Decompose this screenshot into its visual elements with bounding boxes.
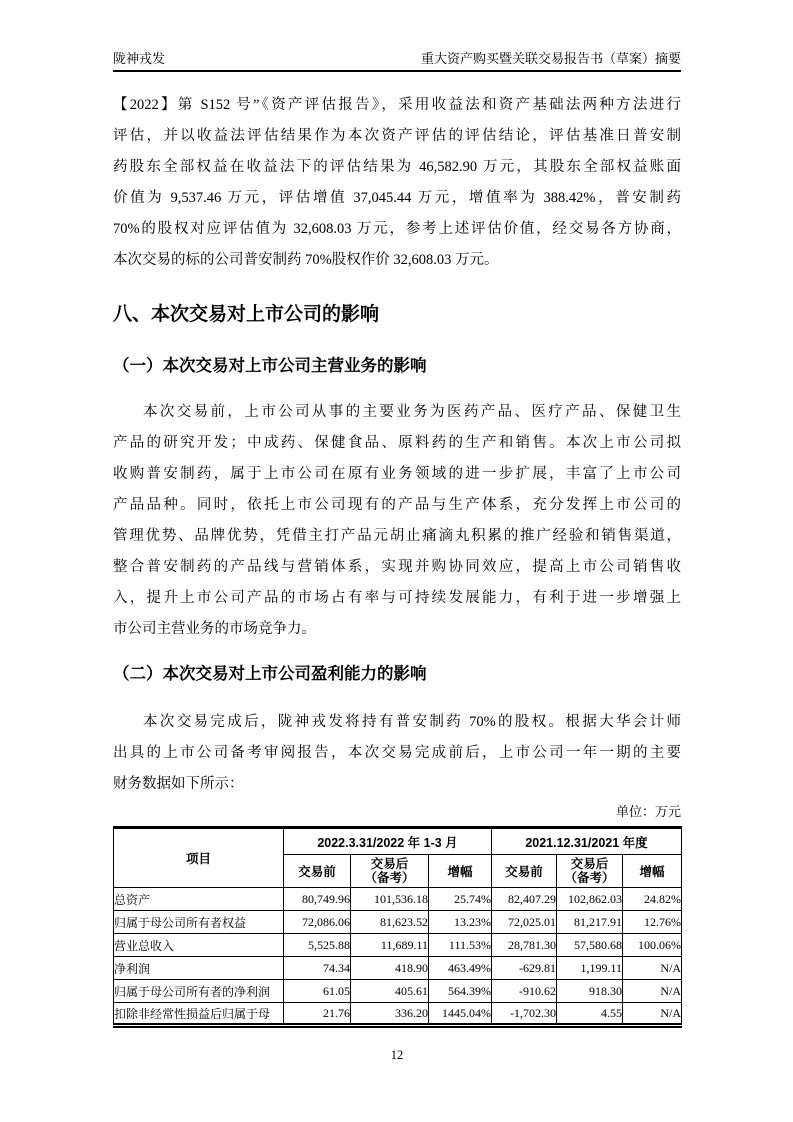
table-row (114, 1003, 682, 1026)
cell-value: 81,623.52 (351, 911, 429, 934)
change-header: 增幅 (429, 855, 492, 888)
post-deal-label-line1: 交易后 (570, 857, 609, 871)
cell-value: N/A (623, 1003, 682, 1026)
pre-deal-header: 交易前 (284, 855, 351, 888)
cell-value: 463.49% (429, 957, 492, 980)
period-2021-header: 2021.12.31/2021 年度 (492, 828, 682, 855)
paragraph-line: 管理优势、品牌优势，凭借主打产品元胡止痛滴丸积累的推广经验和销售渠道， (113, 528, 681, 544)
header-right-title: 重大资产购买暨关联交易报告书（草案）摘要 (420, 51, 681, 66)
post-deal-header (351, 855, 429, 888)
paragraph-line: 市公司主营业务的市场竞争力。 (113, 621, 316, 637)
table-row (114, 934, 682, 957)
cell-value: 74.34 (284, 957, 351, 980)
cell-value: 12.76% (623, 911, 682, 934)
table-row (114, 980, 682, 1003)
post-deal-label-line2: （备考） (564, 871, 615, 885)
paragraph-line: 价值为 9,537.46 万元，评估增值 37,045.44 万元，增值率为 388.42%，普安制药 (113, 190, 681, 206)
cell-value: 4.55 (557, 1003, 623, 1026)
paragraph-profitability (113, 707, 681, 800)
cell-value: 418.90 (351, 957, 429, 980)
cell-value: 25.74% (429, 888, 492, 911)
cell-value: 24.82% (623, 888, 682, 911)
cell-value: 101,536.18 (351, 888, 429, 911)
cell-value: 13.23% (429, 911, 492, 934)
cell-value: N/A (623, 957, 682, 980)
cell-value: 336.20 (351, 1003, 429, 1026)
cell-value: 80,749.96 (284, 888, 351, 911)
paragraph-line: 财务数据如下所示： (113, 776, 244, 792)
cell-value: N/A (623, 980, 682, 1003)
row-label: 归属于母公司所有者权益 (114, 911, 284, 934)
cell-value: 111.53% (429, 934, 492, 957)
cell-value: 28,781.30 (492, 934, 557, 957)
page-number: 12 (390, 1048, 404, 1062)
cell-value: 5,525.88 (284, 934, 351, 957)
cell-value: 100.06% (623, 934, 682, 957)
paragraph-line: 【2022】第 S152 号”《资产评估报告》，采用收益法和资产基础法两种方法进行 (113, 97, 681, 113)
cell-value: 61.05 (284, 980, 351, 1003)
row-label: 营业总收入 (114, 934, 284, 957)
change-header: 增幅 (623, 855, 682, 888)
table-row (114, 957, 682, 980)
cell-value: -629.81 (492, 957, 557, 980)
paragraph-line: 本次交易的标的公司普安制药 70%股权作价 32,608.03 万元。 (113, 252, 499, 268)
post-deal-label-line2: （备考） (364, 871, 415, 885)
row-label: 归属于母公司所有者的净利润 (114, 980, 284, 1003)
cell-value: 72,086.06 (284, 911, 351, 934)
paragraph-line: 收购普安制药，属于上市公司在原有业务领域的进一步扩展，丰富了上市公司 (113, 466, 681, 482)
paragraph-line: 出具的上市公司备考审阅报告，本次交易完成前后，上市公司一年一期的主要 (113, 745, 681, 761)
cell-value: 564.39% (429, 980, 492, 1003)
row-label: 总资产 (114, 888, 284, 911)
post-deal-header (557, 855, 623, 888)
section-heading: 八、本次交易对上市公司的影响 (113, 304, 380, 325)
row-label: 净利润 (114, 957, 284, 980)
cell-value: 102,862.03 (557, 888, 623, 911)
paragraph-line: 70%的股权对应评估值为 32,608.03 万元，参考上述评估价值，经交易各方协商， (113, 221, 681, 237)
cell-value: 918.30 (557, 980, 623, 1003)
period-2022-header: 2022.3.31/2022 年 1-3 月 (284, 828, 492, 855)
cell-value: 72,025.01 (492, 911, 557, 934)
cell-value: 81,217.91 (557, 911, 623, 934)
table-unit-label: 单位：万元 (615, 804, 681, 819)
paragraph-line: 药股东全部权益在收益法下的评估结果为 46,582.90 万元，其股东全部权益账面 (113, 159, 681, 175)
cell-value: -1,702.30 (492, 1003, 557, 1026)
paragraph-main-business (113, 397, 681, 645)
cell-value: 405.61 (351, 980, 429, 1003)
subsection-heading-1: （一）本次交易对上市公司主营业务的影响 (113, 357, 427, 375)
page-header (113, 0, 681, 72)
cell-value: -910.62 (492, 980, 557, 1003)
paragraph-valuation (113, 90, 681, 276)
post-deal-label-line1: 交易后 (370, 857, 409, 871)
table-row (114, 911, 682, 934)
cell-value: 1445.04% (429, 1003, 492, 1026)
paragraph-line: 整合普安制药的产品线与营销体系，实现并购协同效应，提高上市公司销售收 (113, 559, 681, 575)
paragraph-line: 本次交易完成后，陇神戎发将持有普安制药 70%的股权。根据大华会计师 (143, 714, 681, 730)
paragraph-line: 入，提升上市公司产品的市场占有率与可持续发展能力，有利于进一步增强上 (113, 590, 681, 606)
cell-value: 57,580.68 (557, 934, 623, 957)
paragraph-line: 产品品种。同时，依托上市公司现有的产品与生产体系，充分发挥上市公司的 (113, 497, 681, 513)
paragraph-line: 评估，并以收益法评估结果作为本次资产评估的评估结论，评估基准日普安制 (113, 128, 681, 144)
paragraph-line: 产品的研究开发；中成药、保健食品、原料药的生产和销售。本次上市公司拟 (113, 435, 681, 451)
row-label: 扣除非经常性损益后归属于母 (114, 1003, 284, 1026)
cell-value: 1,199.11 (557, 957, 623, 980)
header-left-title: 陇神戎发 (113, 51, 166, 66)
item-column-header: 项目 (114, 828, 284, 888)
cell-value: 11,689.11 (351, 934, 429, 957)
table-group-header-row (114, 828, 682, 855)
cell-value: 82,407.29 (492, 888, 557, 911)
subsection-heading-2: （二）本次交易对上市公司盈利能力的影响 (113, 665, 427, 683)
paragraph-line: 本次交易前，上市公司从事的主要业务为医药产品、医疗产品、保健卫生 (143, 404, 681, 420)
financial-data-table (113, 826, 682, 1028)
table-row (114, 888, 682, 911)
cell-value: 21.76 (284, 1003, 351, 1026)
pre-deal-header: 交易前 (492, 855, 557, 888)
